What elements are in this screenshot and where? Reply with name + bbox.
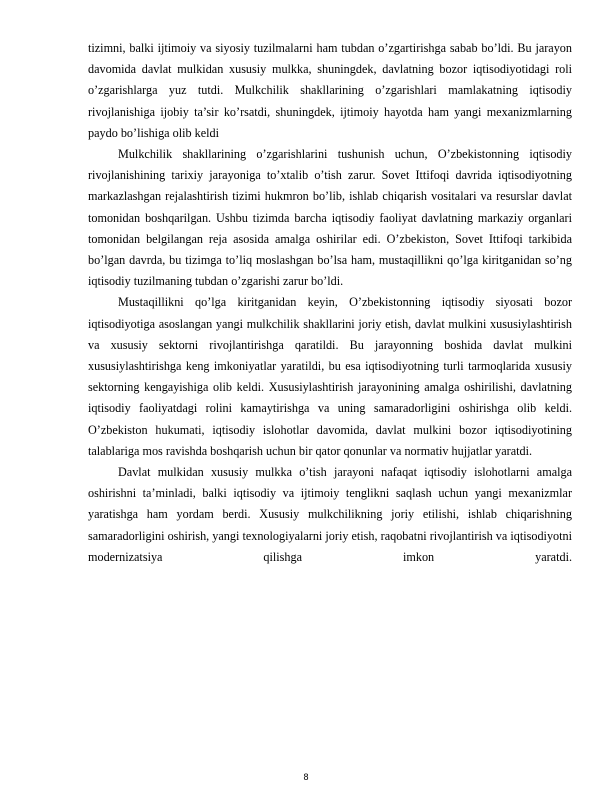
document-body [88,38,572,568]
paragraph-3: Mustaqillikni qo’lga kiritganidan keyin, O’zbekistonning iqtisodiy siyosati bozor iqtisodiyotiga asoslangan yangi mulkchilik shakllarini joriy etish, davlat mulkini xususiylashtirish va xususiy sektorni rivojlantirishga qaratildi. Bu jarayonning boshida davlat mulkini xususiylashtirishga keng imkoniyatlar yaratildi, bu esa iqtisodiyotning turli tarmoqlarida xususiy sektorning kengayishiga olib keldi. Xususiylashtirish jarayonining amalga oshirilishi, davlatning iqtisodiy faoliyatdagi rolini kamaytirishga va uning samaradorligini oshirishga olib keldi. O’zbekiston hukumati, iqtisodiy islohotlar davomida, davlat mulkini bozor iqtisodiyotining talablariga mos ravishda boshqarish uchun bir qator qonunlar va normativ hujjatlar yaratdi. [88,295,572,458]
paragraph-1: tizimni, balki ijtimoiy va siyosiy tuzilmalarni ham tubdan o’zgartirishga sabab bo’ldi. Bu jarayon davomida davlat mulkidan xususiy mulkka, shuningdek, davlatning bozor iqtisodiyotidagi roli o’zgarishlarga yuz tutdi. Mulkchilik shakllarining o’zgarishlari mamlakatning iqtisodiy rivojlanishiga ijobiy ta’sir ko’rsatdi, shuningdek, ijtimoiy hayotda ham yangi mexanizmlarning paydo bo’lishiga olib keldi [88,41,572,140]
paragraph-2: Mulkchilik shakllarining o’zgarishlarini tushunish uchun, O’zbekistonning iqtisodiy rivojlanishining tarixiy jarayoniga to’xtalib o’tish zarur. Sovet Ittifoqi davrida iqtisodiyotning markazlashgan rejalashtirish tizimi hukmron bo’lib, ishlab chiqarish vositalari va resurslar davlat tomonidan boshqarilgan. Ushbu tizimda barcha iqtisodiy faoliyat davlatning markaziy organlari tomonidan belgilangan reja asosida amalga oshirilar edi. O’zbekiston, Sovet Ittifoqi tarkibida bo’lgan davrda, bu tizimga to’liq moslashgan bo’lsa ham, mustaqillikni qo’lga kiritganidan so’ng iqtisodiy tuzilmaning tubdan o’zgarishi zarur bo’ldi. [88,147,572,289]
page-number: 8 [303,772,309,782]
paragraph-4: Davlat mulkidan xususiy mulkka o’tish jarayoni nafaqat iqtisodiy islohotlarni amalga oshirishni ta’minladi, balki iqtisodiy va ijtimoiy tenglikni saqlash uchun yangi mexanizmlar yaratishga ham yordam berdi. Xususiy mulkchilikning joriy etilishi, ishlab chiqarishning samaradorligini oshirish, yangi texnologiyalarni joriy etish, raqobatni rivojlantirish va iqtisodiyotni modernizatsiya qilishga imkon yaratdi. [88,465,572,564]
